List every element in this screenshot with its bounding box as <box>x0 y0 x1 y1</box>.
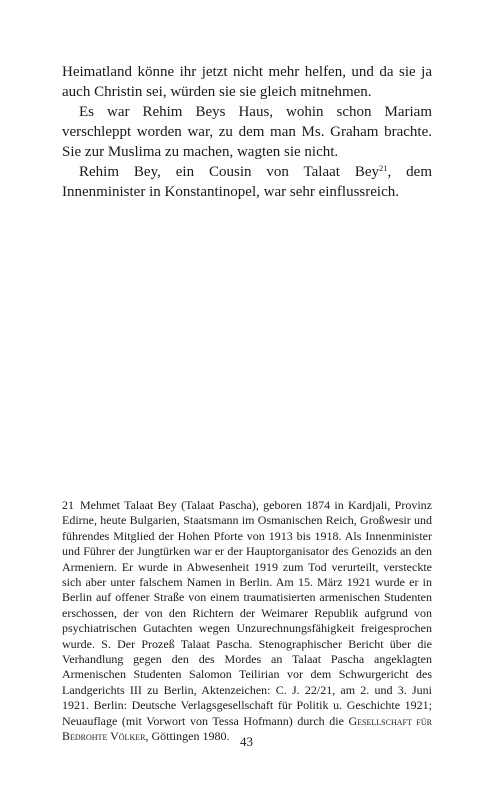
paragraph-1: Heimatland könne ihr jetzt nicht mehr helfen, und da sie ja auch Christin sei, würden sie sie gleich mitnehmen. <box>62 64 432 100</box>
footnote-reference-21[interactable]: 21 <box>379 163 388 173</box>
paragraph-3-text-start: Rehim Bey, ein Cousin von Talaat Bey <box>79 164 380 180</box>
footnote-text: Mehmet Talaat Bey (Talaat Pascha), geboren 1874 in Kardjali, Provinz Edirne, heute Bulgarien, Staatsmann im Osmanischen Reich, Großwesir und führendes Mitglied der Hohen Pforte von 1913 bis 1918. Als Innenminister und Führer der Jungtürken war er der Hauptorganisator des Genozids an den Armeniern. Er wurde in Abwesenheit 1919 zum Tod verurteilt, versteckte sich aber unter falschem Namen in Berlin. Am 15. März 1921 wurde er in Berlin auf offener Straße von einem traumatisierten armenischen Studenten erschossen, der von den Richtern der Weimarer Republik aufgrund von psychiatrischen Gutachten wegen Unzurechnungsfähigkeit freigesprochen wurde. S. Der Prozeß Talaat Pascha. Stenographischer Bericht über die Verhandlung gegen den des Mordes an Talaat Pascha angeklagten Armenischen Studenten Salomon Teilirian vor dem Schwurgericht des Landgerichts III zu Berlin, Aktenzeichen: C. J. 22/21, am 2. und 3. Juni 1921. Berlin: Deutsche Verlagsgesellschaft für Politik u. Geschichte 1921; Neuauflage (mit Vorwort von Tessa Hofmann) durch die <box>62 498 432 728</box>
paragraph-3 <box>62 162 432 202</box>
footnote-number: 21 <box>62 498 74 512</box>
main-text <box>62 62 432 202</box>
footnote-text-end: , Göttingen 1980. <box>145 729 230 744</box>
paragraph-2: Es war Rehim Beys Haus, wohin schon Mariam verschleppt worden war, zu dem man Ms. Graham brachte. Sie zur Muslima zu machen, wagten sie nicht. <box>62 104 432 160</box>
footnote-publisher: Gesellschaft für Bedrohte Völker <box>62 713 432 744</box>
paragraph-3-text-end: , dem Innenminister in Konstantinopel, war sehr einflussreich. <box>62 164 432 200</box>
page-number: 43 <box>240 734 253 749</box>
footnote-21 <box>62 498 432 745</box>
